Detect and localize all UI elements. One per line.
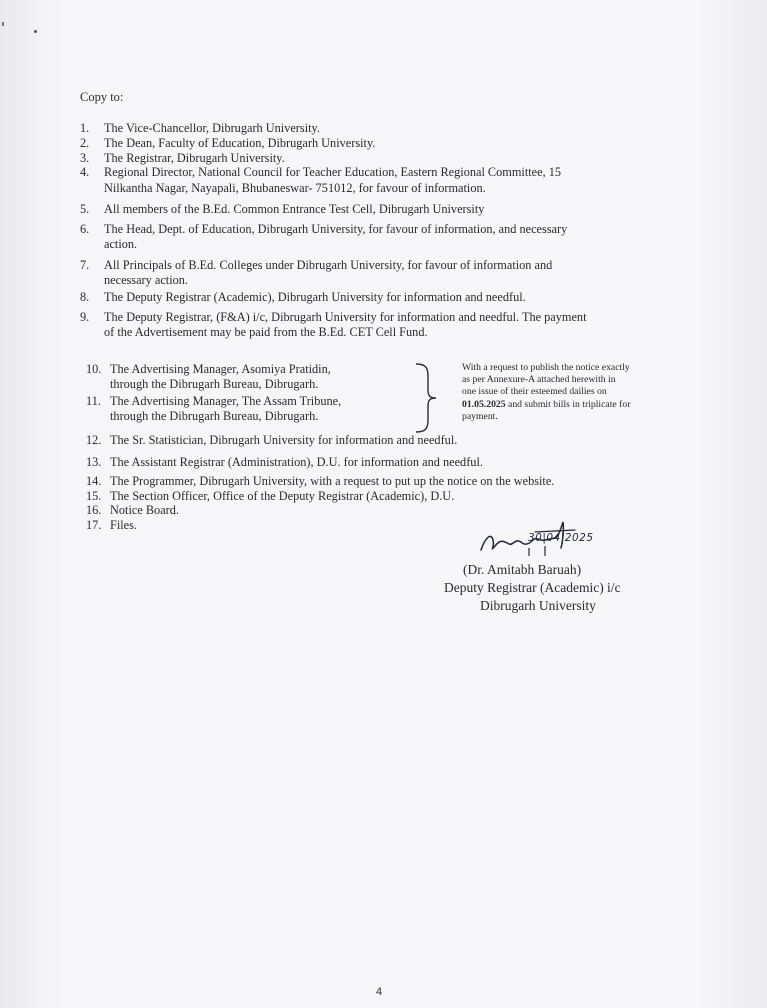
item-text: Files. — [110, 518, 137, 532]
note-line: payment. — [462, 410, 498, 422]
item-number: 16. — [86, 503, 102, 517]
item-text-line: necessary action. — [104, 273, 188, 287]
item-number: 3. — [80, 151, 90, 165]
item-number: 13. — [86, 455, 102, 469]
publication-request-note — [462, 362, 680, 423]
item-number: 2. — [80, 136, 90, 150]
item-text: The Assistant Registrar (Administration), D.U. for information and needful. — [110, 455, 483, 469]
item-text: The Section Officer, Office of the Deputy Registrar (Academic), D.U. — [110, 489, 455, 503]
item-number: 9. — [80, 310, 90, 324]
item-number: 6. — [80, 222, 90, 236]
scan-mark — [2, 22, 4, 26]
copy-to-label: Copy to: — [80, 90, 124, 104]
scan-dot — [34, 30, 37, 33]
item-number: 14. — [86, 474, 102, 488]
item-text-line: of the Advertisement may be paid from the B.Ed. CET Cell Fund. — [104, 325, 428, 339]
item-text-line: through the Dibrugarh Bureau, Dibrugarh. — [110, 409, 319, 423]
page-number: 4 — [376, 986, 383, 998]
item-text: The Programmer, Dibrugarh University, with a request to put up the notice on the website. — [110, 474, 555, 488]
note-line: as per Annexure-A attached herewith in — [462, 374, 616, 386]
item-text-line: Regional Director, National Council for Teacher Education, Eastern Regional Committee, 15 — [104, 165, 562, 179]
signatory-title: Deputy Registrar (Academic) i/c — [444, 580, 621, 595]
signatory-organization: Dibrugarh University — [480, 598, 596, 613]
publish-date: 01.05.2025 — [462, 398, 506, 410]
item-text-line: Nilkantha Nagar, Nayapali, Bhubaneswar- 751012, for favour of information. — [104, 181, 486, 195]
item-text-line: The Advertising Manager, Asomiya Pratidin, — [110, 362, 331, 376]
note-line — [462, 399, 680, 411]
item-text: Notice Board. — [110, 503, 179, 517]
signature-date: 30|04|2025 — [528, 532, 594, 544]
item-number: 12. — [86, 433, 102, 447]
item-text-line: The Head, Dept. of Education, Dibrugarh University, for favour of information, and necessary — [104, 222, 568, 236]
item-number: 15. — [86, 489, 102, 503]
item-number: 7. — [80, 258, 90, 272]
item-text: The Deputy Registrar (Academic), Dibrugarh University for information and needful. — [104, 290, 526, 304]
item-text: The Sr. Statistician, Dibrugarh University for information and needful. — [110, 433, 458, 447]
note-line: one issue of their esteemed dailies on — [462, 386, 607, 398]
item-number: 4. — [80, 165, 90, 179]
item-number: 5. — [80, 202, 90, 216]
note-line-rest: and submit bills in triplicate for — [505, 398, 631, 410]
item-text-line: The Deputy Registrar, (F&A) i/c, Dibrugarh University for information and needful. The payment — [104, 310, 587, 324]
item-text-line: action. — [104, 237, 138, 251]
item-text: The Dean, Faculty of Education, Dibrugarh University. — [104, 136, 376, 150]
item-number: 1. — [80, 121, 90, 135]
note-line: With a request to publish the notice exactly — [462, 362, 630, 373]
item-text: All members of the B.Ed. Common Entrance Test Cell, Dibrugarh University — [104, 202, 485, 216]
item-text: The Registrar, Dibrugarh University. — [104, 151, 285, 165]
item-text: The Vice-Chancellor, Dibrugarh University. — [104, 121, 320, 135]
item-number: 17. — [86, 518, 102, 532]
item-text-line: through the Dibrugarh Bureau, Dibrugarh. — [110, 377, 319, 391]
curly-brace-icon — [410, 362, 438, 434]
item-number: 8. — [80, 290, 90, 304]
signatory-name: (Dr. Amitabh Baruah) — [463, 562, 582, 577]
item-number: 10. — [86, 362, 102, 376]
item-text-line: All Principals of B.Ed. Colleges under Dibrugarh University, for favour of information and — [104, 258, 553, 272]
item-number: 11. — [86, 394, 101, 408]
item-text-line: The Advertising Manager, The Assam Tribune, — [110, 394, 342, 408]
